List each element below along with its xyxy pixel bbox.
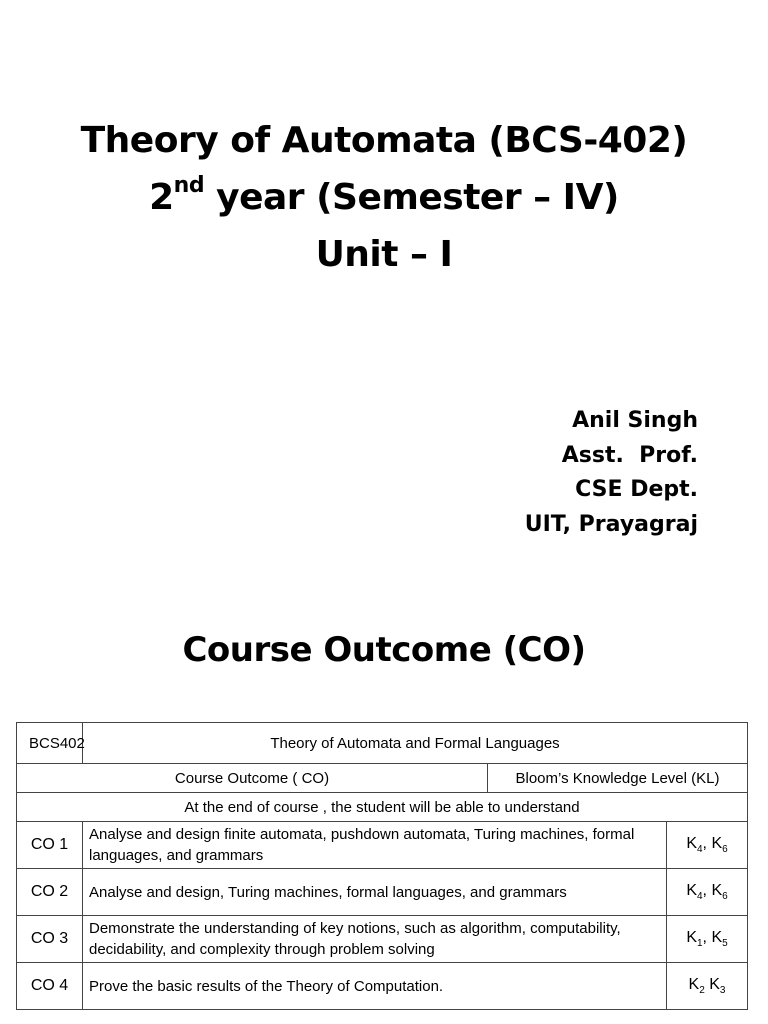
table-row [17,963,748,1010]
course-name: Theory of Automata and Formal Languages [83,723,748,764]
co-description: Demonstrate the understanding of key notions, such as algorithm, computability, decidability, and complexity through problem solving [83,916,667,963]
co-description: Analyse and design, Turing machines, formal languages, and grammars [83,869,667,916]
co-code: CO 3 [17,916,83,963]
table-row [17,822,748,869]
table-row [17,869,748,916]
table-row [17,916,748,963]
course-code: BCS402 [17,723,83,764]
co-code: CO 4 [17,963,83,1010]
col-header-kl: Bloom’s Knowledge Level (KL) [488,764,748,793]
author-institute: UIT, Prayagraj [524,511,698,537]
co-kl: $K_4$, $K_6$ [667,822,748,869]
co-description: Analyse and design finite automata, pushdown automata, Turing machines, formal languages, and grammars [83,822,667,869]
title-line-1: Theory of Automata (BCS-402) [80,120,688,161]
author-department: CSE Dept. [575,477,698,502]
author-block [525,404,698,542]
course-outcome-heading: Course Outcome (CO) [182,630,586,670]
col-header-outcome: Course Outcome ( CO) [17,764,488,793]
title-line-2 [0,169,768,226]
co-kl: $K_2$ $K_3$ [667,963,748,1010]
course-outcome-table [16,722,748,1010]
author-name: Anil Singh [572,408,698,433]
table-intro: At the end of course , the student will be able to understand [17,793,748,822]
table-intro-row [17,793,748,822]
semester-text: year (Semester – IV) [204,177,619,218]
co-code: CO 2 [17,869,83,916]
title-line-3: Unit – I [315,234,453,275]
table-title-row [17,723,748,764]
author-designation: Asst. Prof. [561,442,698,468]
year-number: 2 [149,177,174,218]
co-code: CO 1 [17,822,83,869]
title-block [0,112,768,283]
year-ordinal: nd [173,173,205,198]
co-kl: $K_4$, $K_6$ [667,869,748,916]
table-header-row [17,764,748,793]
co-description: Prove the basic results of the Theory of Computation. [83,963,667,1010]
co-kl: $K_1$, $K_5$ [667,916,748,963]
